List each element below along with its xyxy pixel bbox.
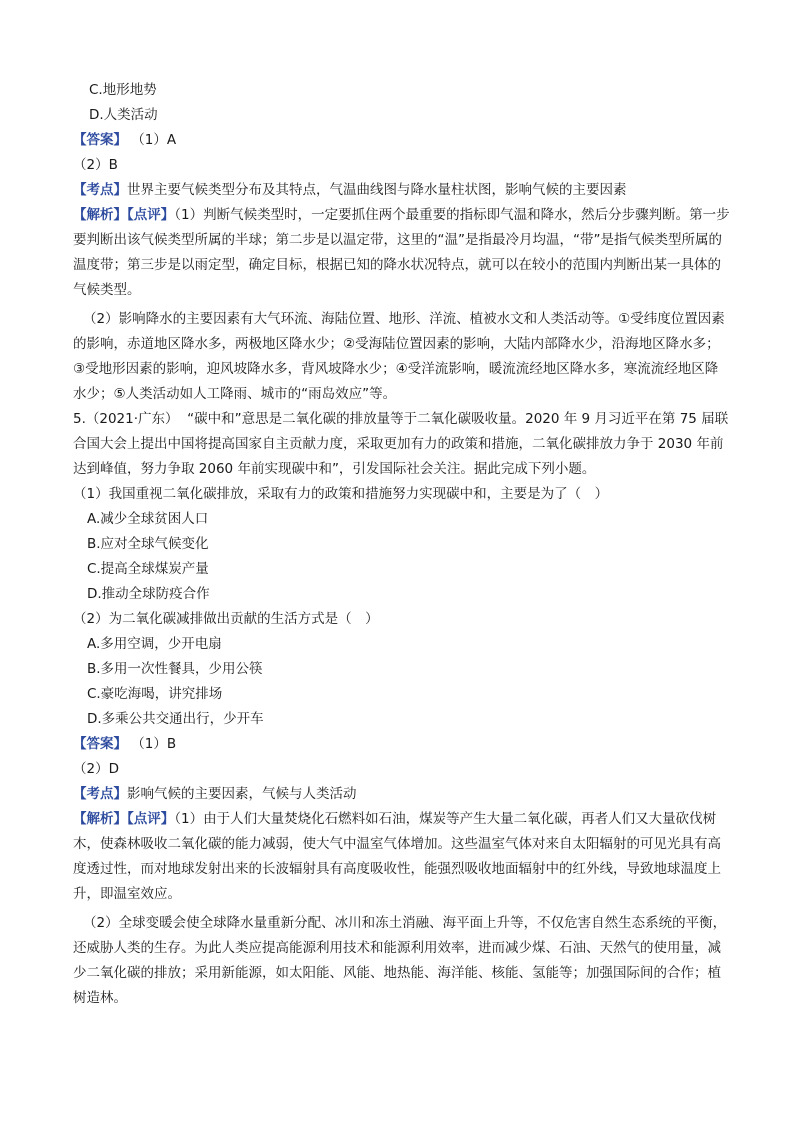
answer-1: （1）A <box>131 132 177 148</box>
q5-kaodian-label: 【考点】 <box>73 786 127 802</box>
sub1-option-b: B.应对全球气候变化 <box>87 536 209 552</box>
kaodian-text: 世界主要气候类型分布及其特点，气温曲线图与降水量柱状图，影响气候的主要因素 <box>127 182 627 198</box>
q5-answer-label: 【答案】 <box>73 736 127 752</box>
answer-2: （2）B <box>73 157 118 173</box>
q5-jiexi-block <box>73 807 731 907</box>
sub-question-1: （1）我国重视二氧化碳排放，采取有力的政策和措施努力实现碳中和，主要是为了（ ） <box>73 486 609 502</box>
sub2-option-a: A.多用空调，少开电扇 <box>87 636 222 652</box>
question-5-stem: “碳中和”意思是二氧化碳的排放量等于二氧化碳吸收量。2020 年 9 月习近平在第 75 届联合国大会上提出中国将提高国家自主贡献力度，采取更加有力的政策和措施，二氧化碳排放力争于 2030 年前达到峰值，努力争取 2060 年前实现碳中和”，引发国际社会关注。据此完成下列小题。 <box>73 411 729 477</box>
q5-jiexi-text-2: （2）全球变暖会使全球降水量重新分配、冰川和冻土消融、海平面上升等，不仅危害自然生态系统的平衡，还威胁人类的生存。为此人类应提高能源利用技术和能源利用效率，进而减少煤、石油、天然气的使用量，减少二氧化碳的排放；采用新能源，如太阳能、风能、地热能、海洋能、核能、氢能等；加强国际间的合作；植树造林。 <box>73 915 727 1006</box>
q5-answer-block <box>73 732 731 757</box>
q5-jiexi-label: 【解析】【点评】 <box>73 811 175 827</box>
q5-jiexi-text-1: （1）由于人们大量焚烧化石燃料如石油，煤炭等产生大量二氧化碳，再者人们又大量砍伐树木，使森林吸收二氧化碳的能力减弱，使大气中温室气体增加。这些温室气体对来自太阳辐射的可见光具有高度透过性，而对地球发射出来的长波辐射具有高度吸收性，能强烈吸收地面辐射中的红外线，导致地球温度上升，即温室效应。 <box>73 811 721 902</box>
sub2-option-d: D.多乘公共交通出行，少开车 <box>87 711 264 727</box>
sub1-option-d: D.推动全球防疫合作 <box>87 586 210 602</box>
jiexi-text-1: （1）判断气候类型时，一定要抓住两个最重要的指标即气温和降水，然后分步骤判断。第一步要判断出该气候类型所属的半球；第二步是以温定带，这里的“温”是指最冷月均温，“带”是指气候类型所属的温度带；第三步是以雨定型，确定目标，根据已知的降水状况特点，就可以在较小的范围内判断出某一具体的气候类型。 <box>73 207 730 298</box>
answer-label: 【答案】 <box>73 132 127 148</box>
sub1-option-c: C.提高全球煤炭产量 <box>87 561 209 577</box>
question-5-source: 5.（2021·广东） <box>73 411 179 427</box>
q5-kaodian-text: 影响气候的主要因素，气候与人类活动 <box>127 786 357 802</box>
q5-answer-2: （2）D <box>73 761 119 777</box>
kaodian-label: 【考点】 <box>73 182 127 198</box>
kaodian-block <box>73 178 731 203</box>
jiexi-text-2: （2）影响降水的主要因素有大气环流、海陆位置、地形、洋流、植被水文和人类活动等。①受纬度位置因素的影响，赤道地区降水多，两极地区降水少；②受海陆位置因素的影响，大陆内部降水少，沿海地区降水多；③受地形因素的影响，迎风坡降水多，背风坡降水少；④受洋流影响，暖流流经地区降水多，寒流流经地区降水少；⑤人类活动如人工降雨、城市的“雨岛效应”等。 <box>73 311 725 402</box>
option-c: C.地形地势 <box>89 82 157 98</box>
question-5-stem-block <box>73 407 731 482</box>
jiexi-block <box>73 203 731 303</box>
q5-answer-1: （1）B <box>131 736 177 752</box>
sub-question-2: （2）为二氧化碳减排做出贡献的生活方式是（ ） <box>73 611 379 627</box>
document-content <box>73 78 731 1011</box>
sub1-option-a: A.减少全球贫困人口 <box>87 511 209 527</box>
sub2-option-c: C.豪吃海喝，讲究排场 <box>87 686 223 702</box>
jiexi-label: 【解析】【点评】 <box>73 207 175 223</box>
q5-kaodian-block <box>73 782 731 807</box>
sub2-option-b: B.多用一次性餐具，少用公筷 <box>87 661 263 677</box>
option-d: D.人类活动 <box>89 107 158 123</box>
answer-block <box>73 128 731 153</box>
